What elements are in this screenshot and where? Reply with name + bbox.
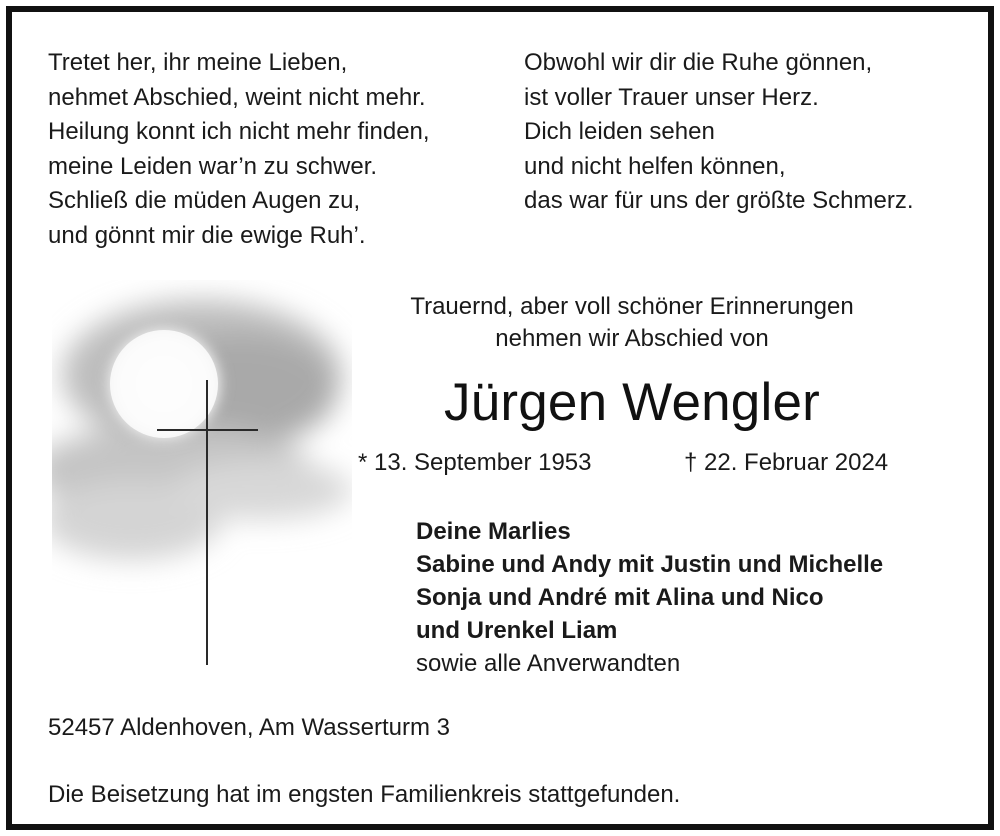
intro-line: nehmen wir Abschied von (495, 325, 769, 352)
obituary-frame (6, 6, 994, 830)
poem-line: Obwohl wir dir die Ruhe gönnen, (524, 49, 873, 76)
poem-line: nehmet Abschied, weint nicht mehr. (48, 83, 426, 111)
poem-left (48, 46, 430, 253)
poem-right (524, 46, 913, 219)
intro-text (342, 291, 922, 355)
family-line: und Urenkel Liam (416, 617, 618, 644)
death-date: † 22. Februar 2024 (684, 449, 889, 476)
poem-line: meine Leiden war’n zu schwer. (48, 152, 378, 180)
poem-line: Dich leiden sehen (524, 118, 715, 145)
family-line: Deine Marlies (416, 518, 571, 545)
poem-line: ist voller Trauer unser Herz. (524, 83, 819, 111)
address: 52457 Aldenhoven, Am Wasserturm 3 (48, 714, 450, 741)
family-line-relatives: sowie alle Anverwandten (416, 650, 681, 677)
burial-note: Die Beisetzung hat im engsten Familienkreis stattgefunden. (48, 781, 681, 808)
cross-and-sun-icon (52, 280, 352, 680)
poem-line: Heilung konnt ich nicht mehr finden, (48, 118, 430, 145)
poem-line: und nicht helfen können, (524, 152, 786, 180)
intro-line: Trauernd, aber voll schöner Erinnerungen (410, 293, 854, 320)
deceased-name: Jürgen Wengler (444, 373, 820, 432)
birth-date: * 13. September 1953 (358, 449, 592, 476)
poem-line: Schließ die müden Augen zu, (48, 187, 361, 214)
poem-line: das war für uns der größte Schmerz. (524, 187, 914, 214)
poem-line: und gönnt mir die ewige Ruh’. (48, 221, 366, 249)
family-line: Sabine und Andy mit Justin und Michelle (416, 551, 884, 578)
family-list (416, 515, 883, 680)
family-line: Sonja und André mit Alina und Nico (416, 584, 824, 611)
poem-line: Tretet her, ihr meine Lieben, (48, 49, 348, 76)
